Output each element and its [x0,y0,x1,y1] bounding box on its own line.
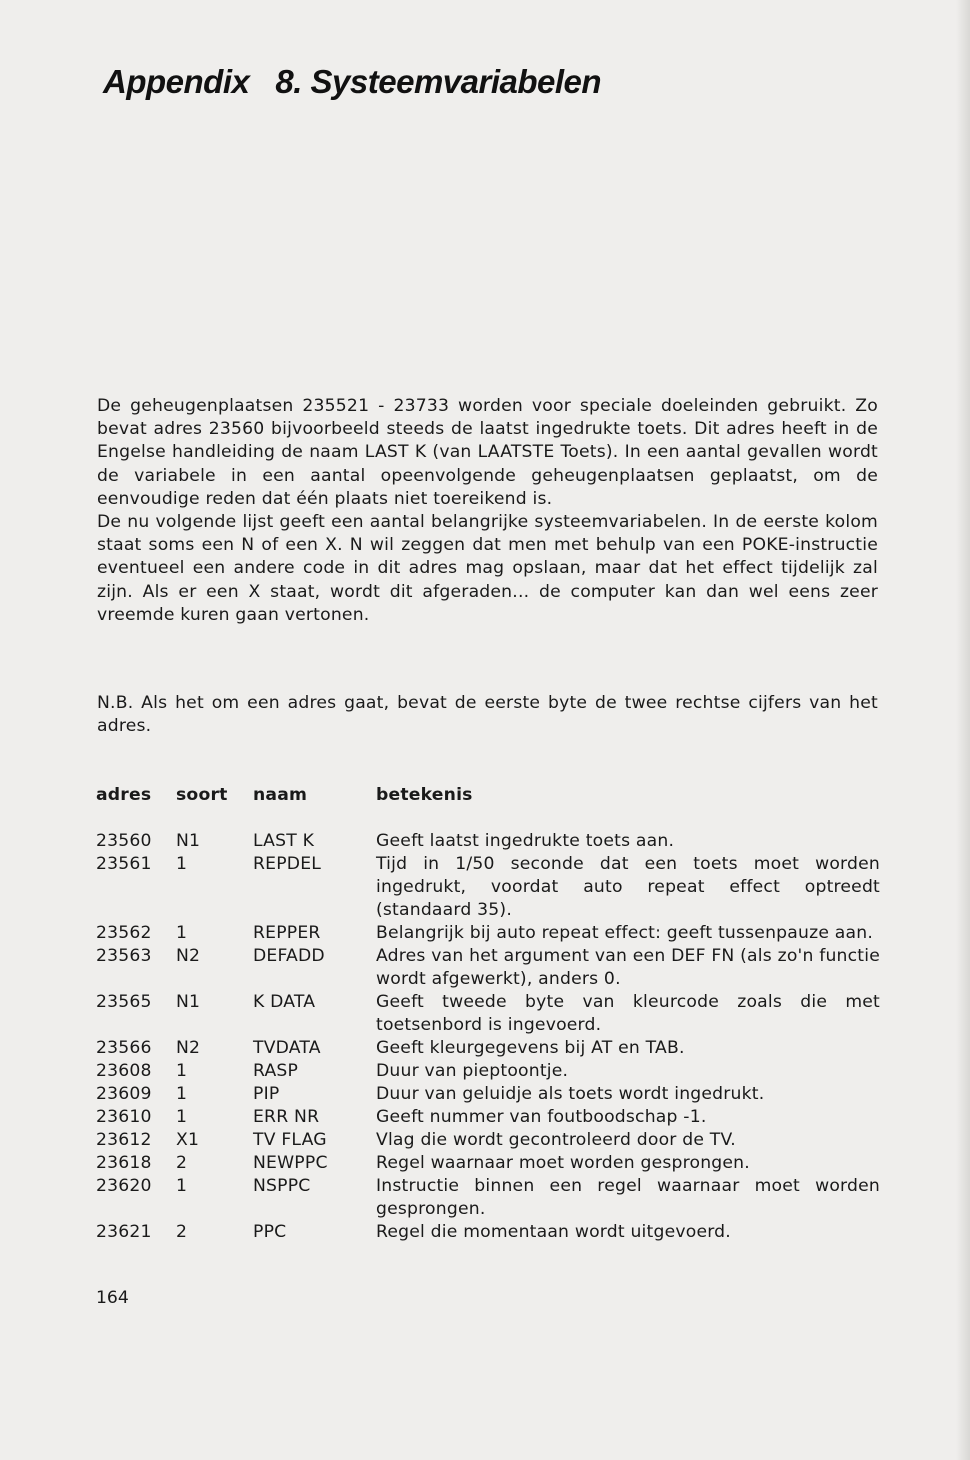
cell-soort: 1 [176,923,188,943]
header-soort: soort [176,785,228,805]
table-row [96,1152,880,1175]
table-row [96,922,880,945]
cell-adres: 23565 [96,992,152,1012]
cell-adres: 23612 [96,1130,152,1150]
cell-adres: 23560 [96,831,152,851]
header-betekenis: betekenis [376,785,473,805]
title-section: 8. Systeemvariabelen [275,63,602,100]
cell-betekenis: Duur van geluidje als toets wordt ingedrukt. [376,1084,765,1104]
header-naam: naam [253,785,308,805]
table-row [96,1106,880,1129]
table-body [96,830,880,1244]
cell-betekenis: Vlag die wordt gecontroleerd door de TV. [376,1130,736,1150]
cell-soort: 1 [176,1061,188,1081]
cell-adres: 23561 [96,854,152,874]
cell-betekenis: Geeft nummer van foutboodschap -1. [376,1107,707,1127]
cell-betekenis: Geeft kleurgegevens bij AT en TAB. [376,1038,685,1058]
cell-naam: REPPER [253,923,321,943]
cell-adres: 23621 [96,1222,152,1242]
cell-betekenis: Tijd in 1/50 seconde dat een toets moet worden ingedrukt, voordat auto repeat effect optreedt (standaard 35). [376,854,880,920]
cell-naam: TV FLAG [253,1130,327,1150]
cell-adres: 23610 [96,1107,152,1127]
cell-naam: DEFADD [253,946,325,966]
cell-soort: N2 [176,1038,201,1058]
cell-adres: 23608 [96,1061,152,1081]
cell-naam: K DATA [253,992,316,1012]
table-row [96,1129,880,1152]
table-row [96,1060,880,1083]
cell-soort: 2 [176,1153,188,1173]
cell-soort: 1 [176,854,188,874]
table-row [96,1175,880,1221]
table-header [96,784,880,807]
page-edge [956,0,970,1460]
table-row [96,991,880,1037]
table-row [96,945,880,991]
table-row [96,1083,880,1106]
cell-naam: LAST K [253,831,315,851]
cell-betekenis: Regel waarnaar moet worden gesprongen. [376,1153,750,1173]
cell-soort: 1 [176,1107,188,1127]
cell-betekenis: Regel die momentaan wordt uitgevoerd. [376,1222,731,1242]
cell-soort: N1 [176,992,201,1012]
cell-naam: REPDEL [253,854,322,874]
table-row [96,1037,880,1060]
cell-naam: ERR NR [253,1107,320,1127]
table-row [96,1221,880,1244]
cell-adres: 23566 [96,1038,152,1058]
cell-naam: NEWPPC [253,1153,328,1173]
table-row [96,830,880,853]
header-adres: adres [96,785,152,805]
cell-betekenis: Belangrijk bij auto repeat effect: geeft tussenpauze aan. [376,923,873,943]
cell-soort: N1 [176,831,201,851]
cell-soort: 2 [176,1222,188,1242]
cell-adres: 23620 [96,1176,152,1196]
cell-adres: 23562 [96,923,152,943]
title-appendix: Appendix [103,63,250,100]
intro-text [97,395,878,627]
sysvar-table [96,784,880,1244]
cell-naam: RASP [253,1061,299,1081]
cell-naam: PIP [253,1084,280,1104]
page-title [103,63,601,101]
cell-betekenis: Instructie binnen een regel waarnaar moet worden gesprongen. [376,1176,880,1219]
cell-naam: NSPPC [253,1176,311,1196]
intro-paragraph: De nu volgende lijst geeft een aantal belangrijke systeemvariabelen. In de eerste kolom staat soms een N of een X. N wil zeggen dat men met behulp van een POKE-instructie eventueel een andere code in dit adres mag opslaan, maar dat het effect tijdelijk zal zijn. Als er een X staat, wordt dit afgeraden... de computer kan dan wel eens zeer vreemde kuren gaan vertonen. [97,512,878,625]
page-number: 164 [96,1288,129,1308]
cell-adres: 23563 [96,946,152,966]
cell-soort: 1 [176,1084,188,1104]
table-row [96,853,880,922]
cell-betekenis: Duur van pieptoontje. [376,1061,569,1081]
cell-betekenis: Geeft laatst ingedrukte toets aan. [376,831,675,851]
cell-soort: X1 [176,1130,200,1150]
cell-soort: N2 [176,946,201,966]
cell-adres: 23618 [96,1153,152,1173]
cell-naam: TVDATA [253,1038,321,1058]
note-text: N.B. Als het om een adres gaat, bevat de eerste byte de twee rechtse cijfers van het adres. [97,693,878,736]
cell-betekenis: Geeft tweede byte van kleurcode zoals die met toetsenbord is ingevoerd. [376,992,880,1035]
cell-naam: PPC [253,1222,287,1242]
cell-soort: 1 [176,1176,188,1196]
cell-adres: 23609 [96,1084,152,1104]
intro-paragraph: De geheugenplaatsen 235521 - 23733 worden voor speciale doeleinden gebruikt. Zo bevat adres 23560 bijvoorbeeld steeds de laatst ingedrukte toets. Dit adres heeft in de Engelse handleiding de naam LAST K (van LAATSTE Toets). In een aantal gevallen wordt de variabele in een aantal opeenvolgende geheugenplaatsen geplaatst, om de eenvoudige reden dat één plaats niet toereikend is. [97,396,878,509]
cell-betekenis: Adres van het argument van een DEF FN (als zo'n functie wordt afgewerkt), anders 0. [376,946,880,989]
